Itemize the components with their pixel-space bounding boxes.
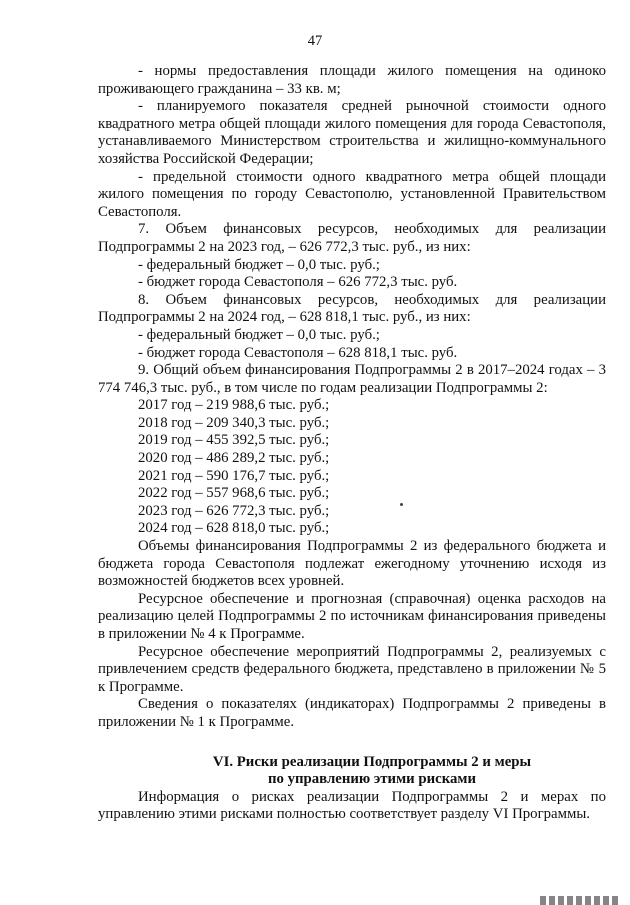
year-item: 2018 год – 209 340,3 тыс. руб.; xyxy=(138,414,330,431)
section-heading xyxy=(98,754,606,789)
scan-edge-artifact xyxy=(540,896,620,905)
paragraph-appendix-4: Ресурсное обеспечение и прогнозная (справочная) оценка расходов на реализацию целей Подпрограммы 2 по источникам финансирования приведены в приложении № 4 к Программе. xyxy=(98,590,606,642)
document-body xyxy=(98,63,606,824)
paragraph-housing-norm: - нормы предоставления площади жилого помещения на одиноко проживающего гражданина – 33 кв. м; xyxy=(98,63,606,97)
paragraph-market-price: - планируемого показателя средней рыночной стоимости одного квадратного метра общей площади жилого помещения для города Севастополя, устанавливаемого Министерством строительства и жилищно-коммунального хозяйства Российской Федерации; xyxy=(98,98,606,167)
year-item: 2021 год – 590 176,7 тыс. руб.; xyxy=(138,467,330,484)
year-item: 2024 год – 628 818,0 тыс. руб.; xyxy=(138,520,330,537)
paragraph-budget-refinement: Объемы финансирования Подпрограммы 2 из федерального бюджета и бюджета города Севастополя подлежат ежегодному уточнению исходя из возможностей бюджетов всех уровней. xyxy=(98,538,606,590)
paragraph-2023-total: 7. Объем финансовых ресурсов, необходимых для реализации Подпрограммы 2 на 2023 год, – 626 772,3 тыс. руб., из них: xyxy=(98,221,606,255)
year-item: 2017 год – 219 988,6 тыс. руб.; xyxy=(138,397,330,414)
paragraph-risks: Информация о рисках реализации Подпрограммы 2 и мерах по управлению этими рисками полностью соответствует разделу VI Программы. xyxy=(98,788,606,823)
paragraph-appendix-5: Ресурсное обеспечение мероприятий Подпрограммы 2, реализуемых с привлечением средств федерального бюджета, представлено в приложении № 5 к Программе. xyxy=(98,643,606,695)
paragraph-2024-federal: - федеральный бюджет – 0,0 тыс. руб.; xyxy=(138,326,380,343)
year-item: 2019 год – 455 392,5 тыс. руб.; xyxy=(138,432,330,449)
scan-speck xyxy=(400,503,403,506)
paragraph-appendix-1: Сведения о показателях (индикаторах) Подпрограммы 2 приведены в приложении № 1 к Программе. xyxy=(98,696,606,730)
paragraph-2023-federal: - федеральный бюджет – 0,0 тыс. руб.; xyxy=(138,256,380,273)
paragraph-2024-city: - бюджет города Севастополя – 628 818,1 тыс. руб. xyxy=(138,344,458,361)
section-heading-line-1: VI. Риски реализации Подпрограммы 2 и меры xyxy=(212,753,532,770)
paragraph-max-price: - предельной стоимости одного квадратного метра общей площади жилого помещения по городу Севастополю, установленной Правительством Севастополя. xyxy=(98,168,606,220)
year-item: 2020 год – 486 289,2 тыс. руб.; xyxy=(138,450,330,467)
year-item: 2023 год – 626 772,3 тыс. руб.; xyxy=(138,502,330,519)
yearly-funding-list xyxy=(98,397,606,538)
year-item: 2022 год – 557 968,6 тыс. руб.; xyxy=(138,485,330,502)
paragraph-2023-city: - бюджет города Севастополя – 626 772,3 тыс. руб. xyxy=(138,274,458,291)
page-number: 47 xyxy=(307,33,323,49)
paragraph-2024-total: 8. Объем финансовых ресурсов, необходимых для реализации Подпрограммы 2 на 2024 год, – 628 818,1 тыс. руб., из них: xyxy=(98,291,606,326)
section-heading-line-2: по управлению этими рисками xyxy=(267,771,477,788)
paragraph-total-funding: 9. Общий объем финансирования Подпрограммы 2 в 2017–2024 годах – 3 774 746,3 тыс. руб., в том числе по годам реализации Подпрограммы 2: xyxy=(98,362,606,396)
